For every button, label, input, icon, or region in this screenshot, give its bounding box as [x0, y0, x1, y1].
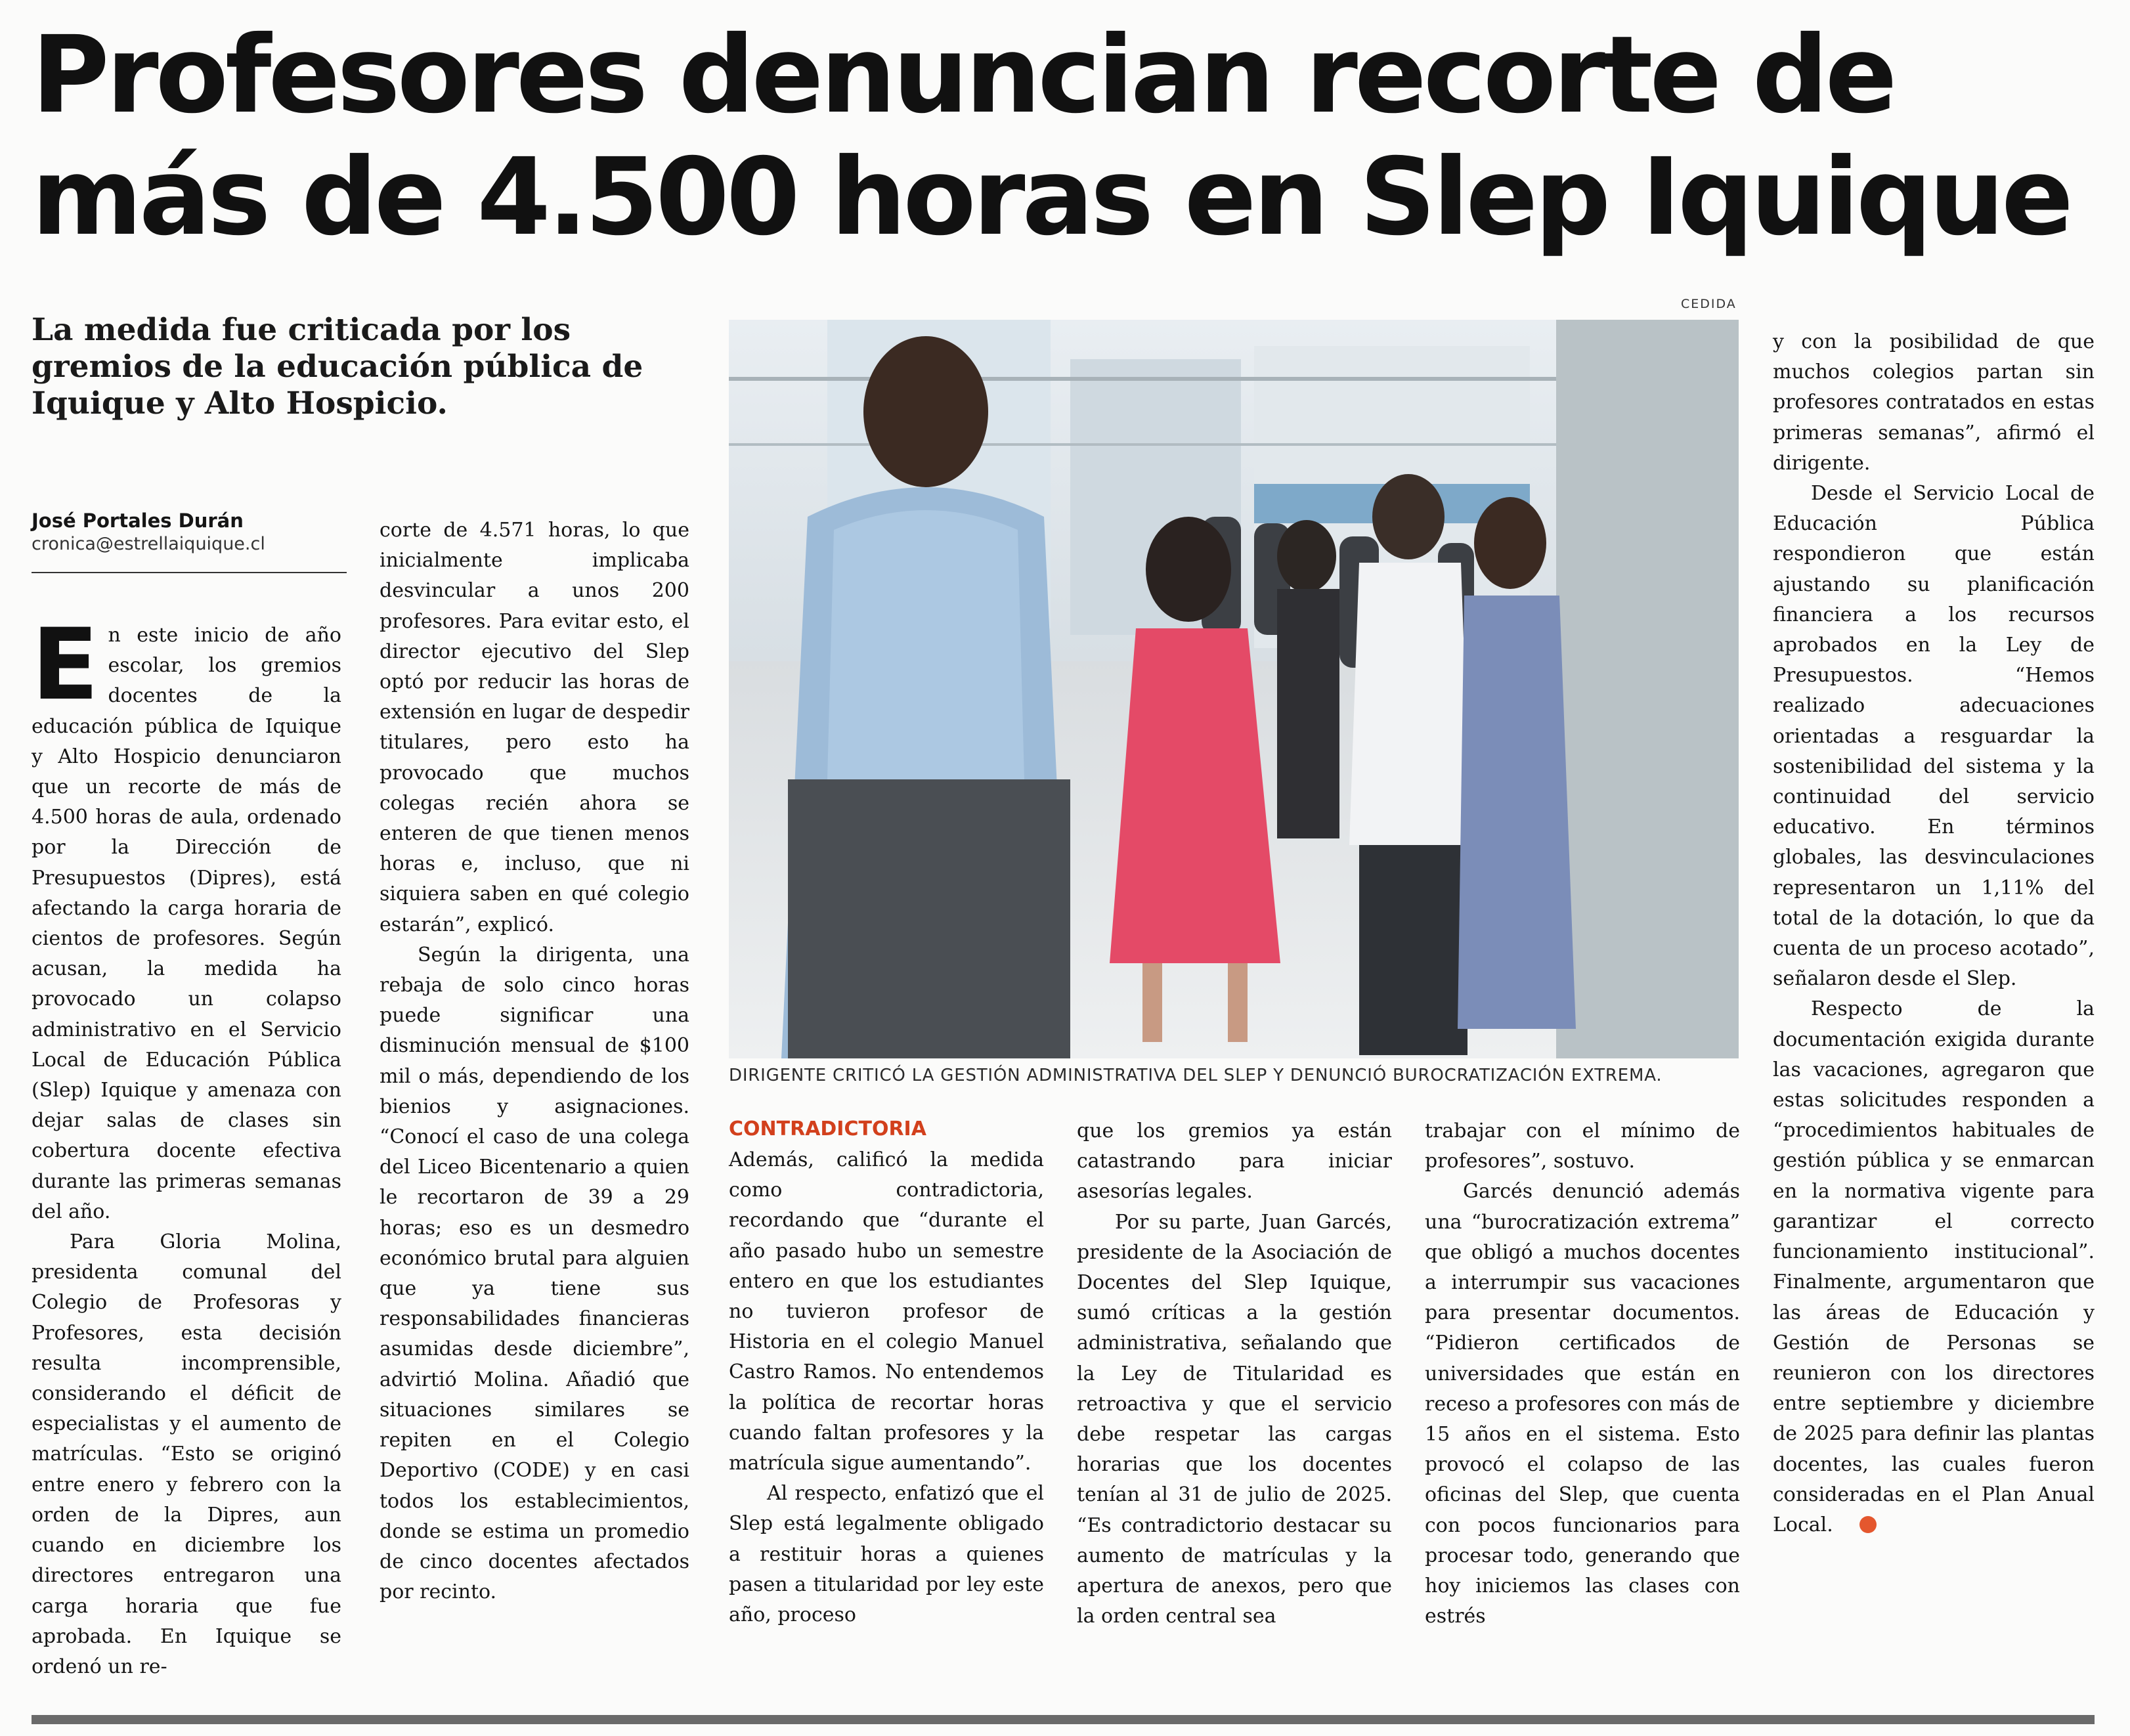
photo-caption: DIRIGENTE CRITICÓ LA GESTIÓN ADMINISTRATIVA DEL SLEP Y DENUNCIÓ BUROCRATIZACIÓN EXTREMA.: [729, 1066, 1663, 1085]
headline-line-2: más de 4.500 horas en Slep Iquique: [32, 136, 2070, 259]
article-column-6: [1773, 327, 2095, 1540]
paragraph: que los gremios ya están catastrando para iniciar asesorías legales.: [1077, 1119, 1392, 1204]
article-photo: [729, 320, 1739, 1058]
headline: [32, 14, 2100, 259]
author-email[interactable]: cronica@estrellaiquique.cl: [32, 534, 265, 554]
photo-credit: CEDIDA: [1681, 297, 1737, 311]
paragraph: Desde el Servicio Local de Educación Pública respondieron que están ajustando su planificación financiera a los recursos aprobados en la Ley de Presupuestos. “Hemos realizado adecuaciones orientadas a resguardar la sostenibilidad del sistema y la continuidad del servicio educativo. En términos globales, las desvinculaciones representaron un 1,11% del total de la dotación, lo que da cuenta de un proceso acotado”, señalaron desde el Slep.: [1773, 482, 2095, 991]
paragraph: Para Gloria Molina, presidenta comunal del Colegio de Profesoras y Profesores, esta decisión resulta incomprensible, considerando el déficit de especialistas y el aumento de matrículas. “Esto se originó entre enero y febrero con la orden de la Dipres, aun cuando en diciembre los directores entregaron una carga horaria que fue aprobada. En Iquique se ordenó un re-: [32, 1230, 341, 1678]
paragraph: Garcés denunció además una “burocratización extrema” que obligó a muchos docentes a interrumpir sus vacaciones para presentar documentos. “Pidieron certificados de universidades que están en receso a profesores con más de 15 años en el sistema. Esto provocó el colapso de las oficinas del Slep, que cuenta con pocos funcionarios para procesar todo, generando que hoy iniciemos las clases con estrés: [1425, 1180, 1740, 1628]
paragraph: corte de 4.571 horas, lo que inicialmente implicaba desvincular a unos 200 profesores. Para evitar esto, el director ejecutivo del Slep optó por reducir las horas de extensión en lugar de despedir titulares, pero esto ha provocado que muchos colegas recién ahora se enteren de que tienen menos horas e, incluso, que ni siquiera saben en qué colegio estarán”, explicó.: [380, 519, 689, 936]
paragraph: Además, calificó la medida como contradictoria, recordando que “durante el año pasado hubo un semestre entero en que los estudiantes no tuvieron profesor de Historia en el colegio Manuel Castro Ramos. No entendemos la política de recortar horas cuando faltan profesores y la matrícula sigue aumentando”.: [729, 1148, 1044, 1475]
byline-rule: [32, 572, 347, 573]
paragraph: trabajar con el mínimo de profesores”, sostuvo.: [1425, 1119, 1740, 1173]
deck: [32, 312, 708, 422]
end-of-article-icon: [1859, 1516, 1877, 1533]
article-column-2: [380, 515, 689, 1607]
article-column-1: [32, 608, 341, 1682]
paragraph: En este inicio de año escolar, los gremios docentes de la educación pública de Iquique y Alto Hospicio denunciaron que un recorte de más de 4.500 horas de aula, ordenado por la Dirección de Presupuestos (Dipres), está afectando la carga horaria de cientos de profesores. Según acusan, la medida ha provocado un colapso administrativo en el Servicio Local de Educación Pública (Slep) Iquique y amenaza con dejar salas de clases sin cobertura docente efectiva durante las primeras semanas del año.: [32, 608, 341, 1223]
drop-cap: E: [32, 608, 99, 722]
deck-line-2: gremios de la educación pública de: [32, 349, 643, 385]
article-column-5: [1425, 1116, 1740, 1632]
deck-line-1: La medida fue criticada por los: [32, 312, 571, 348]
paragraph: y con la posibilidad de que muchos colegios partan sin profesores contratados en estas primeras semanas”, afirmó el dirigente.: [1773, 330, 2095, 475]
bottom-rule: [32, 1715, 2095, 1724]
paragraph: Respecto de la documentación exigida durante las vacaciones, agregaron que estas solicitudes responden a “procedimientos habituales de gestión pública y se enmarcan en la normativa vigente para garantizar el correcto funcionamiento institucional”. Finalmente, argumentaron que las áreas de Educación y Gestión de Personas se reunieron con los directores entre septiembre y diciembre de 2025 para definir las plantas docentes, las cuales fueron consideradas en el Plan Anual Local.: [1773, 997, 2095, 1536]
article-column-4: [1077, 1116, 1392, 1632]
article-column-3: [729, 1116, 1044, 1630]
deck-line-3: Iquique y Alto Hospicio.: [32, 385, 448, 422]
headline-line-1: Profesores denuncian recorte de: [32, 14, 1894, 137]
paragraph: Según la dirigenta, una rebaja de solo cinco horas puede significar una disminución mensual de $100 mil o más, dependiendo de los bienios y asignaciones. “Conocí el caso de una colega del Liceo Bicentenario a quien le recortaron de 39 a 29 horas; eso es un desmedro económico brutal para alguien que ya tiene sus responsabilidades financieras asumidas desde diciembre”, advirtió Molina. Añadió que situaciones similares se repiten en el Colegio Deportivo (CODE) y en casi todos los establecimientos, donde se estima un promedio de cinco docentes afectados por recinto.: [380, 943, 689, 1604]
paragraph: Por su parte, Juan Garcés, presidente de la Asociación de Docentes del Slep Iquique, sumó críticas a la gestión administrativa, señalando que la Ley de Titularidad es retroactiva y que el servicio debe respetar las cargas horarias que los docentes tenían al 31 de julio de 2025. “Es contradictorio destacar su aumento de matrículas y la apertura de anexos, pero que la orden central sea: [1077, 1210, 1392, 1628]
author-name: José Portales Durán: [32, 510, 244, 532]
photo-illustration: [729, 320, 1739, 1058]
paragraph: Al respecto, enfatizó que el Slep está legalmente obligado a restituir horas a quienes pasen a titularidad por ley este año, proceso: [729, 1482, 1044, 1627]
section-subhead: CONTRADICTORIA: [729, 1118, 926, 1140]
byline: [32, 509, 265, 556]
